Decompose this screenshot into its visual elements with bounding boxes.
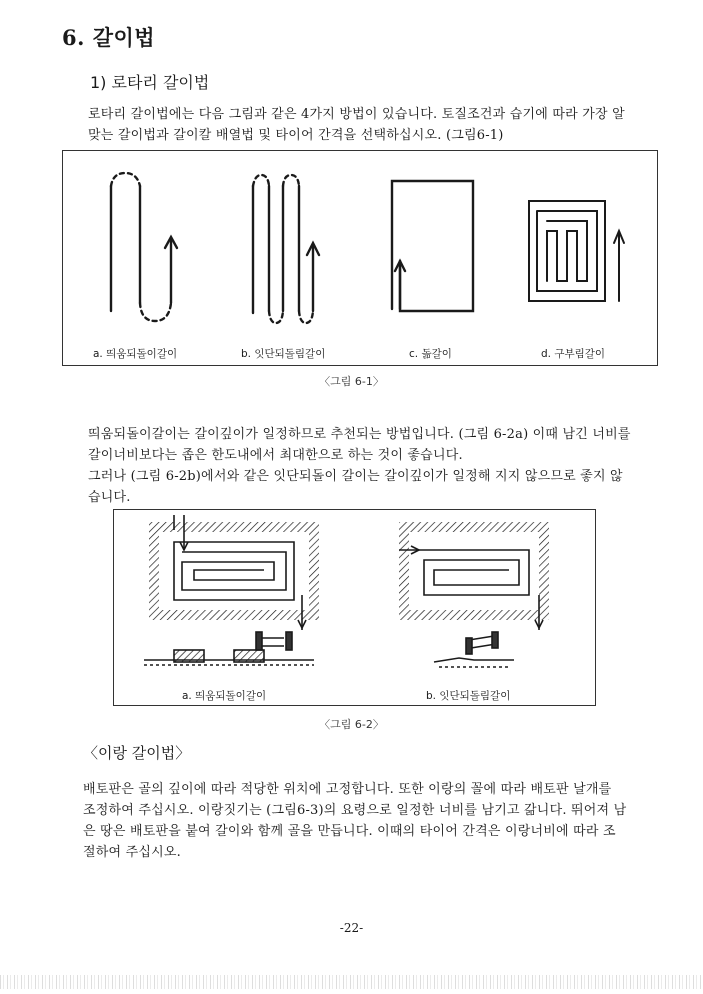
pattern-c-icon xyxy=(392,181,473,311)
figure-6-2 xyxy=(113,509,596,706)
body-paragraph xyxy=(88,424,658,508)
ground-section-b-icon xyxy=(434,632,514,667)
paragraph-line: 절하여 주십시오. xyxy=(83,845,181,860)
figure-label: a. 띄움되돌이갈이 xyxy=(182,690,267,702)
subsection-heading: 1) 로타리 갈이법 xyxy=(90,73,210,92)
subsection-heading: 〈이랑 갈이법〉 xyxy=(83,744,191,762)
figure-6-2-drawing xyxy=(114,510,597,707)
paragraph-line: 띄움되돌이갈이는 갈이깊이가 일정하므로 추천되는 방법입니다. (그림 6-2a) 이때 남긴 너비를 xyxy=(88,427,631,442)
paragraph-line: 로타리 갈이법에는 다음 그림과 같은 4가지 방법이 있습니다. 토질조건과 습기에 따라 가장 알 xyxy=(88,107,625,122)
figure-caption: 〈그림 6-2〉 xyxy=(319,718,384,731)
paragraph-line: 그러나 (그림 6-2b)에서와 같은 잇단되돌이 갈이는 갈이깊이가 일정해 지지 않으므로 좋지 않 xyxy=(88,469,623,484)
scan-edge xyxy=(0,975,703,989)
body-paragraph xyxy=(83,779,661,863)
paragraph-line: 배토판은 골의 깊이에 따라 적당한 위치에 고정합니다. 또한 이랑의 꼴에 따라 배토판 날개를 xyxy=(83,782,612,797)
figure-label: c. 돎갈이 xyxy=(409,348,452,360)
section-heading: 6. 갈이법 xyxy=(62,25,156,50)
ground-section-a-icon xyxy=(144,632,314,665)
figure-label: b. 잇단되돌림갈이 xyxy=(241,348,326,360)
paragraph-line: 습니다. xyxy=(88,490,131,505)
intro-paragraph xyxy=(88,104,663,146)
figure-6-1-drawing xyxy=(63,151,659,367)
figure-caption: 〈그림 6-1〉 xyxy=(319,375,384,388)
figure-label: d. 구부림갈이 xyxy=(541,348,606,360)
pattern-a-icon xyxy=(111,173,177,321)
field-a-icon xyxy=(149,515,319,630)
figure-6-1 xyxy=(62,150,658,366)
pattern-d-icon xyxy=(529,201,624,301)
pattern-b-icon xyxy=(253,175,319,323)
paragraph-line: 맞는 갈이법과 갈이칼 배열법 및 타이어 간격을 선택하십시오. (그림6-1) xyxy=(88,128,504,143)
paragraph-line: 조정하여 주십시오. 이랑짓기는 (그림6-3)의 요령으로 일정한 너비를 남기고 갊니다. 뛰어져 남 xyxy=(83,803,627,818)
figure-label: b. 잇단되돌림갈이 xyxy=(426,690,511,702)
paragraph-line: 갈이너비보다는 좁은 한도내에서 최대한으로 하는 것이 좋습니다. xyxy=(88,448,463,463)
field-b-icon xyxy=(399,522,549,630)
paragraph-line: 은 땅은 배토판을 붙여 갈이와 함께 골을 만듭니다. 이때의 타이어 간격은 이랑너비에 따라 조 xyxy=(83,824,616,839)
page-number: -22- xyxy=(339,921,364,935)
figure-label: a. 띄움되돌이갈이 xyxy=(93,348,178,360)
